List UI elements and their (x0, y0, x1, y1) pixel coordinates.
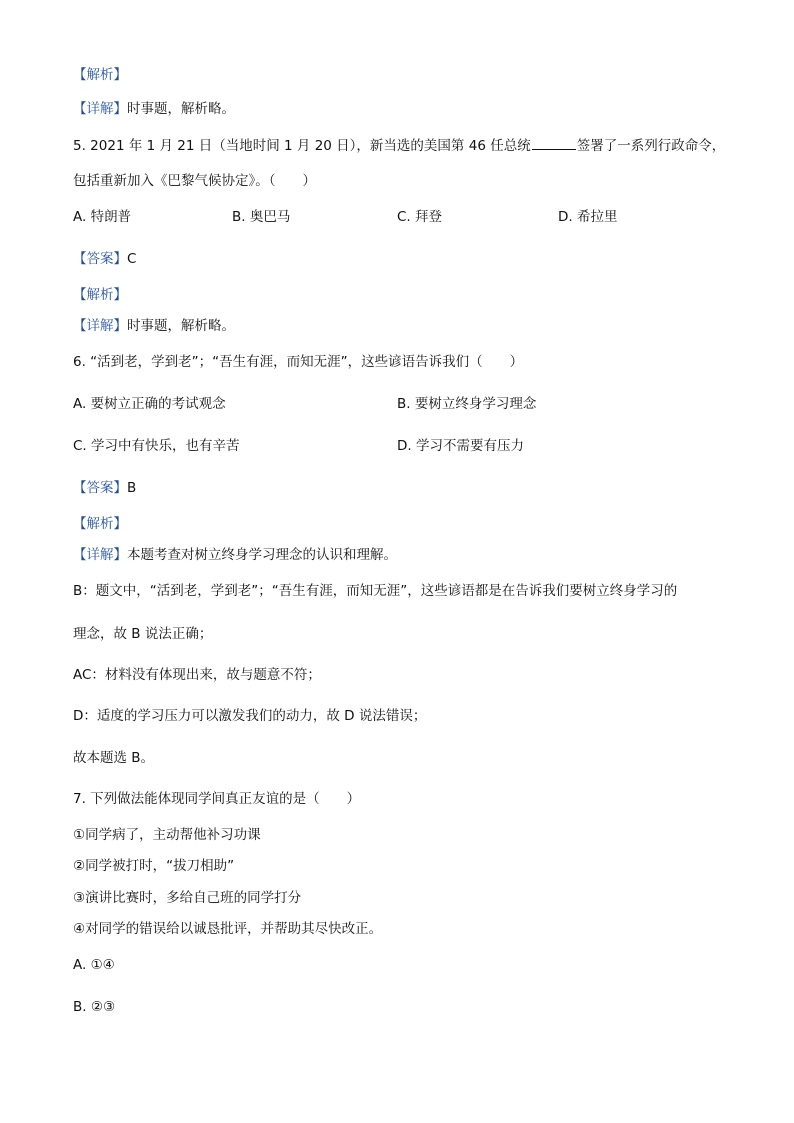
q6-explanation-line: 理念，故 B 说法正确； (73, 626, 213, 642)
q6-detail: 【详解】本题考查对树立终身学习理念的认识和理解。 (73, 547, 397, 563)
question-7-stem: 7. 下列做法能体现同学间真正友谊的是（ ） (73, 791, 361, 807)
q5-analysis: 【解析】 (73, 287, 127, 303)
q6-explanation-line: D：适度的学习压力可以激发我们的动力，故 D 说法错误； (73, 708, 427, 724)
q6-explanation-line: AC：材料没有体现出来，故与题意不符； (73, 667, 321, 683)
q5-option-d: D. 希拉里 (558, 209, 618, 225)
fill-blank (532, 136, 576, 150)
q5-detail: 【详解】时事题，解析略。 (73, 318, 235, 334)
q7-option-b: B. ②③ (73, 999, 116, 1015)
q6-option-d: D. 学习不需要有压力 (397, 438, 524, 454)
question-6-stem: 6. “活到老，学到老”；“吾生有涯，而知无涯”，这些谚语告诉我们（ ） (73, 354, 524, 370)
q7-item: ②同学被打时，“拔刀相助” (73, 858, 235, 874)
q7-option-a: A. ①④ (73, 957, 115, 973)
q6-analysis: 【解析】 (73, 516, 127, 532)
q7-item: ③演讲比赛时，多给自己班的同学打分 (73, 890, 302, 906)
q6-explanation-line: B：题文中，“活到老，学到老”；“吾生有涯，而知无涯”，这些谚语都是在告诉我们要树立终身学习的 (73, 583, 678, 599)
q7-item: ①同学病了，主动帮他补习功课 (73, 827, 261, 843)
q5-option-b: B. 奥巴马 (232, 209, 291, 225)
q5-option-a: A. 特朗普 (73, 209, 132, 225)
q6-explanation-line: 故本题选 B。 (73, 750, 155, 766)
q5-option-c: C. 拜登 (397, 209, 443, 225)
detail-line: 【详解】时事题，解析略。 (73, 101, 235, 117)
q5-answer: 【答案】C (73, 251, 137, 267)
q7-item: ④对同学的错误给以诚恳批评，并帮助其尽快改正。 (73, 921, 383, 937)
q6-answer: 【答案】B (73, 480, 137, 496)
q6-option-a: A. 要树立正确的考试观念 (73, 396, 226, 412)
question-5-stem-line2: 包括重新加入《巴黎气候协定》。（ ） (73, 173, 316, 189)
question-5-stem: 5. 2021 年 1 月 21 日（当地时间 1 月 20 日），新当选的美国第 46 任总统 签署了一系列行政命令， (73, 138, 726, 154)
q6-option-c: C. 学习中有快乐，也有辛苦 (73, 438, 240, 454)
q6-option-b: B. 要树立终身学习理念 (397, 396, 537, 412)
analysis-heading: 【解析】 (73, 67, 127, 83)
